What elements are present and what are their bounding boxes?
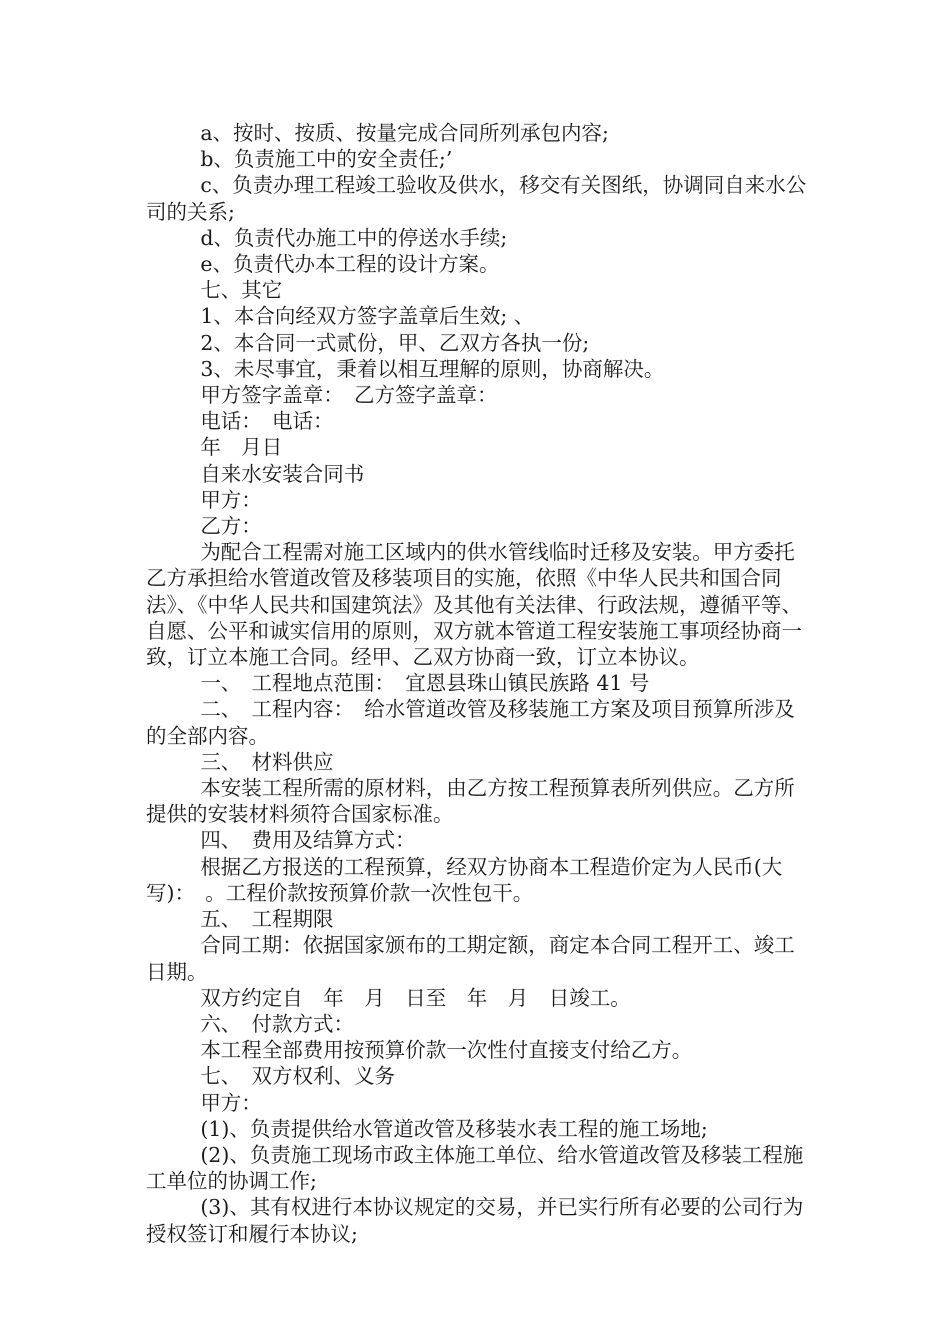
clause-4-body: 根据乙方报送的工程预算，经双方协商本工程造价定为人民币(大写)： 。工程价款按预算价款一次性包干。: [146, 854, 783, 905]
clause-3-body: 本安装工程所需的原材料，由乙方按工程预算表所列供应。乙方所提供的安装材料须符合国家标准。: [146, 776, 795, 827]
party-b-label: 乙方：: [200, 514, 262, 539]
para-b: b、负责施工中的安全责任;’: [200, 147, 453, 172]
contract-title: 自来水安装合同书: [200, 461, 365, 486]
clause-3-heading: 三、 材料供应: [200, 749, 334, 774]
party-a-label: 甲方：: [200, 487, 262, 512]
para-a: a、按时、按质、按量完成合同所列承包内容;: [200, 121, 609, 145]
para-other-2: 2、本合同一式贰份，甲、乙双方各执一份;: [200, 330, 590, 355]
para-other-1: 1、本合向经双方签字盖章后生效; 、: [200, 304, 535, 329]
document-body: [146, 120, 810, 1247]
clause-5-dates: 双方约定自 年 月 日至 年 月 日竣工。: [200, 985, 631, 1010]
date-line: 年 月日: [200, 435, 283, 460]
clause-5-heading: 五、 工程期限: [200, 907, 334, 932]
clause-2-content: 二、 工程内容： 给水管道改管及移装施工方案及项目预算所涉及的全部内容。: [146, 697, 795, 748]
clause-7-item-3: (3)、其有权进行本协议规定的交易，并已实行所有必要的公司行为授权签订和履行本协议;: [146, 1195, 804, 1246]
para-other-3: 3、未尽事宜，秉着以相互理解的原则，协商解决。: [200, 356, 665, 381]
clause-7-party-a: 甲方：: [200, 1090, 262, 1115]
phone-line: 电话： 电话：: [200, 409, 334, 434]
clause-1-location: 一、 工程地点范围： 宜恩县珠山镇民族路 41 号: [200, 671, 650, 696]
clause-4-heading: 四、 费用及结算方式：: [200, 828, 416, 853]
clause-6-body: 本工程全部费用按预算价款一次性付直接支付给乙方。: [200, 1038, 693, 1063]
clause-6-heading: 六、 付款方式：: [200, 1011, 355, 1036]
signature-line: 甲方签字盖章： 乙方签字盖章：: [200, 383, 498, 408]
clause-7-heading: 七、 双方权利、义务: [200, 1064, 396, 1089]
clause-7-item-2: (2)、负责施工现场市政主体施工单位、给水管道改管及移装工程施工单位的协调工作;: [146, 1142, 804, 1194]
clause-7-item-1: (1)、负责提供给水管道改管及移装水表工程的施工场地;: [200, 1116, 708, 1141]
para-c: c、负责办理工程竣工验收及供水，移交有关图纸，协调同自来水公司的关系;: [146, 173, 807, 224]
para-e: e、负责代办本工程的设计方案。: [200, 252, 500, 277]
clause-5-body: 合同工期：依据国家颁布的工期定额，商定本合同工程开工、竣工日期。: [146, 933, 795, 984]
para-d: d、负责代办施工中的停送水手续;: [200, 225, 508, 250]
section-heading-other: 七、其它: [200, 278, 283, 303]
preamble-paragraph: 为配合工程需对施工区域内的供水管线临时迁移及安装。甲方委托乙方承担给水管道改管及移装项目的实施，依照《中华人民共和国合同法》、《中华人民共和国建筑法》及其他有关法律、行政法规，遵循平等、自愿、公平和诚实信用的原则，双方就本管道工程安装施工事项经协商一致，订立本施工合同。经甲、乙双方协商一致，订立本协议。: [146, 540, 802, 670]
